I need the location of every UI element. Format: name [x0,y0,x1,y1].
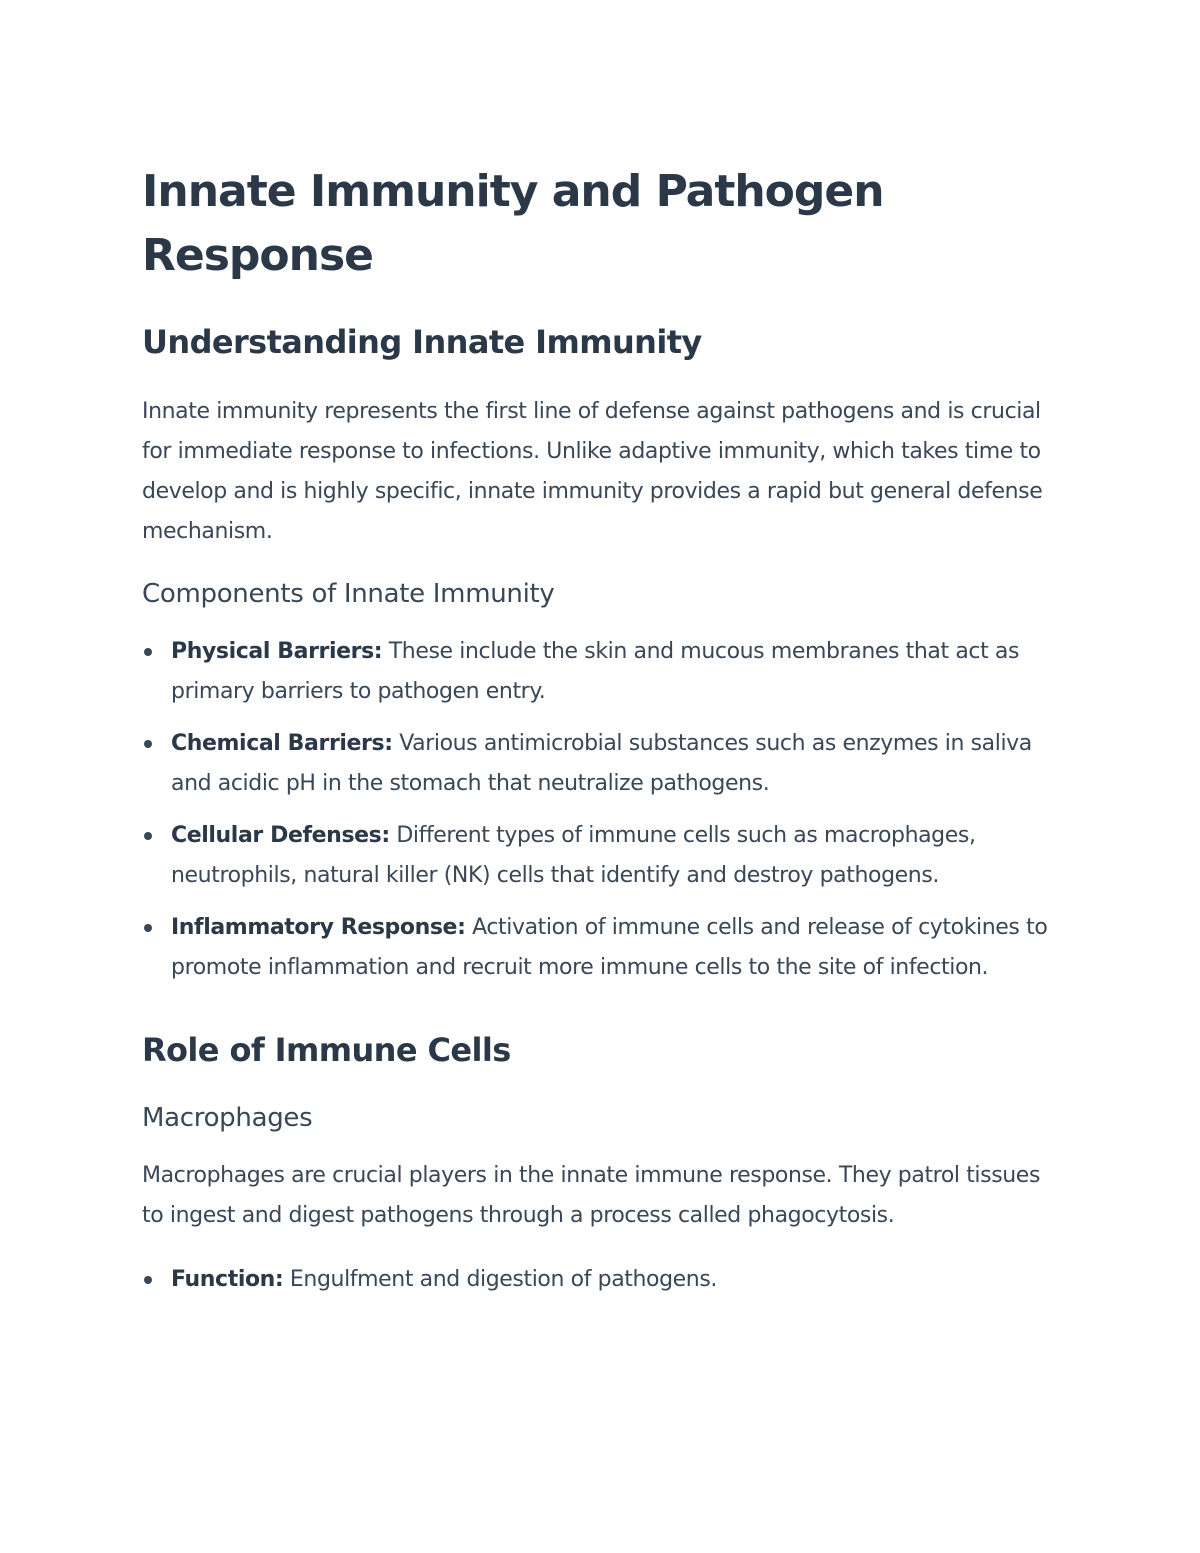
macrophages-list [142,1260,1062,1300]
list-item [142,724,1062,804]
list-item [142,1260,1062,1300]
item-text: Various antimicrobial substances such as enzymes in saliva and acidic pH in the stomach that neutralize pathogens. [171,731,1032,796]
bullet-icon [144,740,152,748]
document-page [142,160,1062,1312]
intro-paragraph: Innate immunity represents the first line of defense against pathogens and is crucial for immediate response to infections. Unlike adaptive immunity, which takes time to develop and is highly specific, innate immunity provides a rapid but general defense mechanism. [142,399,1043,544]
item-term: Inflammatory Response: [171,915,466,940]
item-text: Activation of immune cells and release of cytokines to promote inflammation and recruit more immune cells to the site of infection. [171,915,1048,980]
bullet-icon [144,924,152,932]
page-title: Innate Immunity and Pathogen Response [142,166,884,281]
components-list [142,632,1062,988]
bullet-icon [144,648,152,656]
list-item [142,816,1062,896]
item-term: Chemical Barriers: [171,731,393,756]
item-text: Different types of immune cells such as macrophages, neutrophils, natural killer (NK) cells that identify and destroy pathogens. [171,823,976,888]
item-term: Physical Barriers: [171,639,383,664]
bullet-icon [144,1276,152,1284]
list-item [142,908,1062,988]
item-text: Engulfment and digestion of pathogens. [283,1267,718,1292]
item-term: Cellular Defenses: [171,823,390,848]
subheading-macrophages: Macrophages [142,1103,313,1133]
list-item [142,632,1062,712]
macrophages-paragraph: Macrophages are crucial players in the innate immune response. They patrol tissues to ingest and digest pathogens through a process called phagocytosis. [142,1163,1041,1228]
bullet-icon [144,832,152,840]
subheading-components: Components of Innate Immunity [142,579,555,609]
item-term: Function: [171,1267,284,1292]
section-heading-understanding: Understanding Innate Immunity [142,323,702,361]
item-text: These include the skin and mucous membranes that act as primary barriers to pathogen entry. [171,639,1020,704]
section-heading-role-of-immune-cells: Role of Immune Cells [142,1031,511,1069]
